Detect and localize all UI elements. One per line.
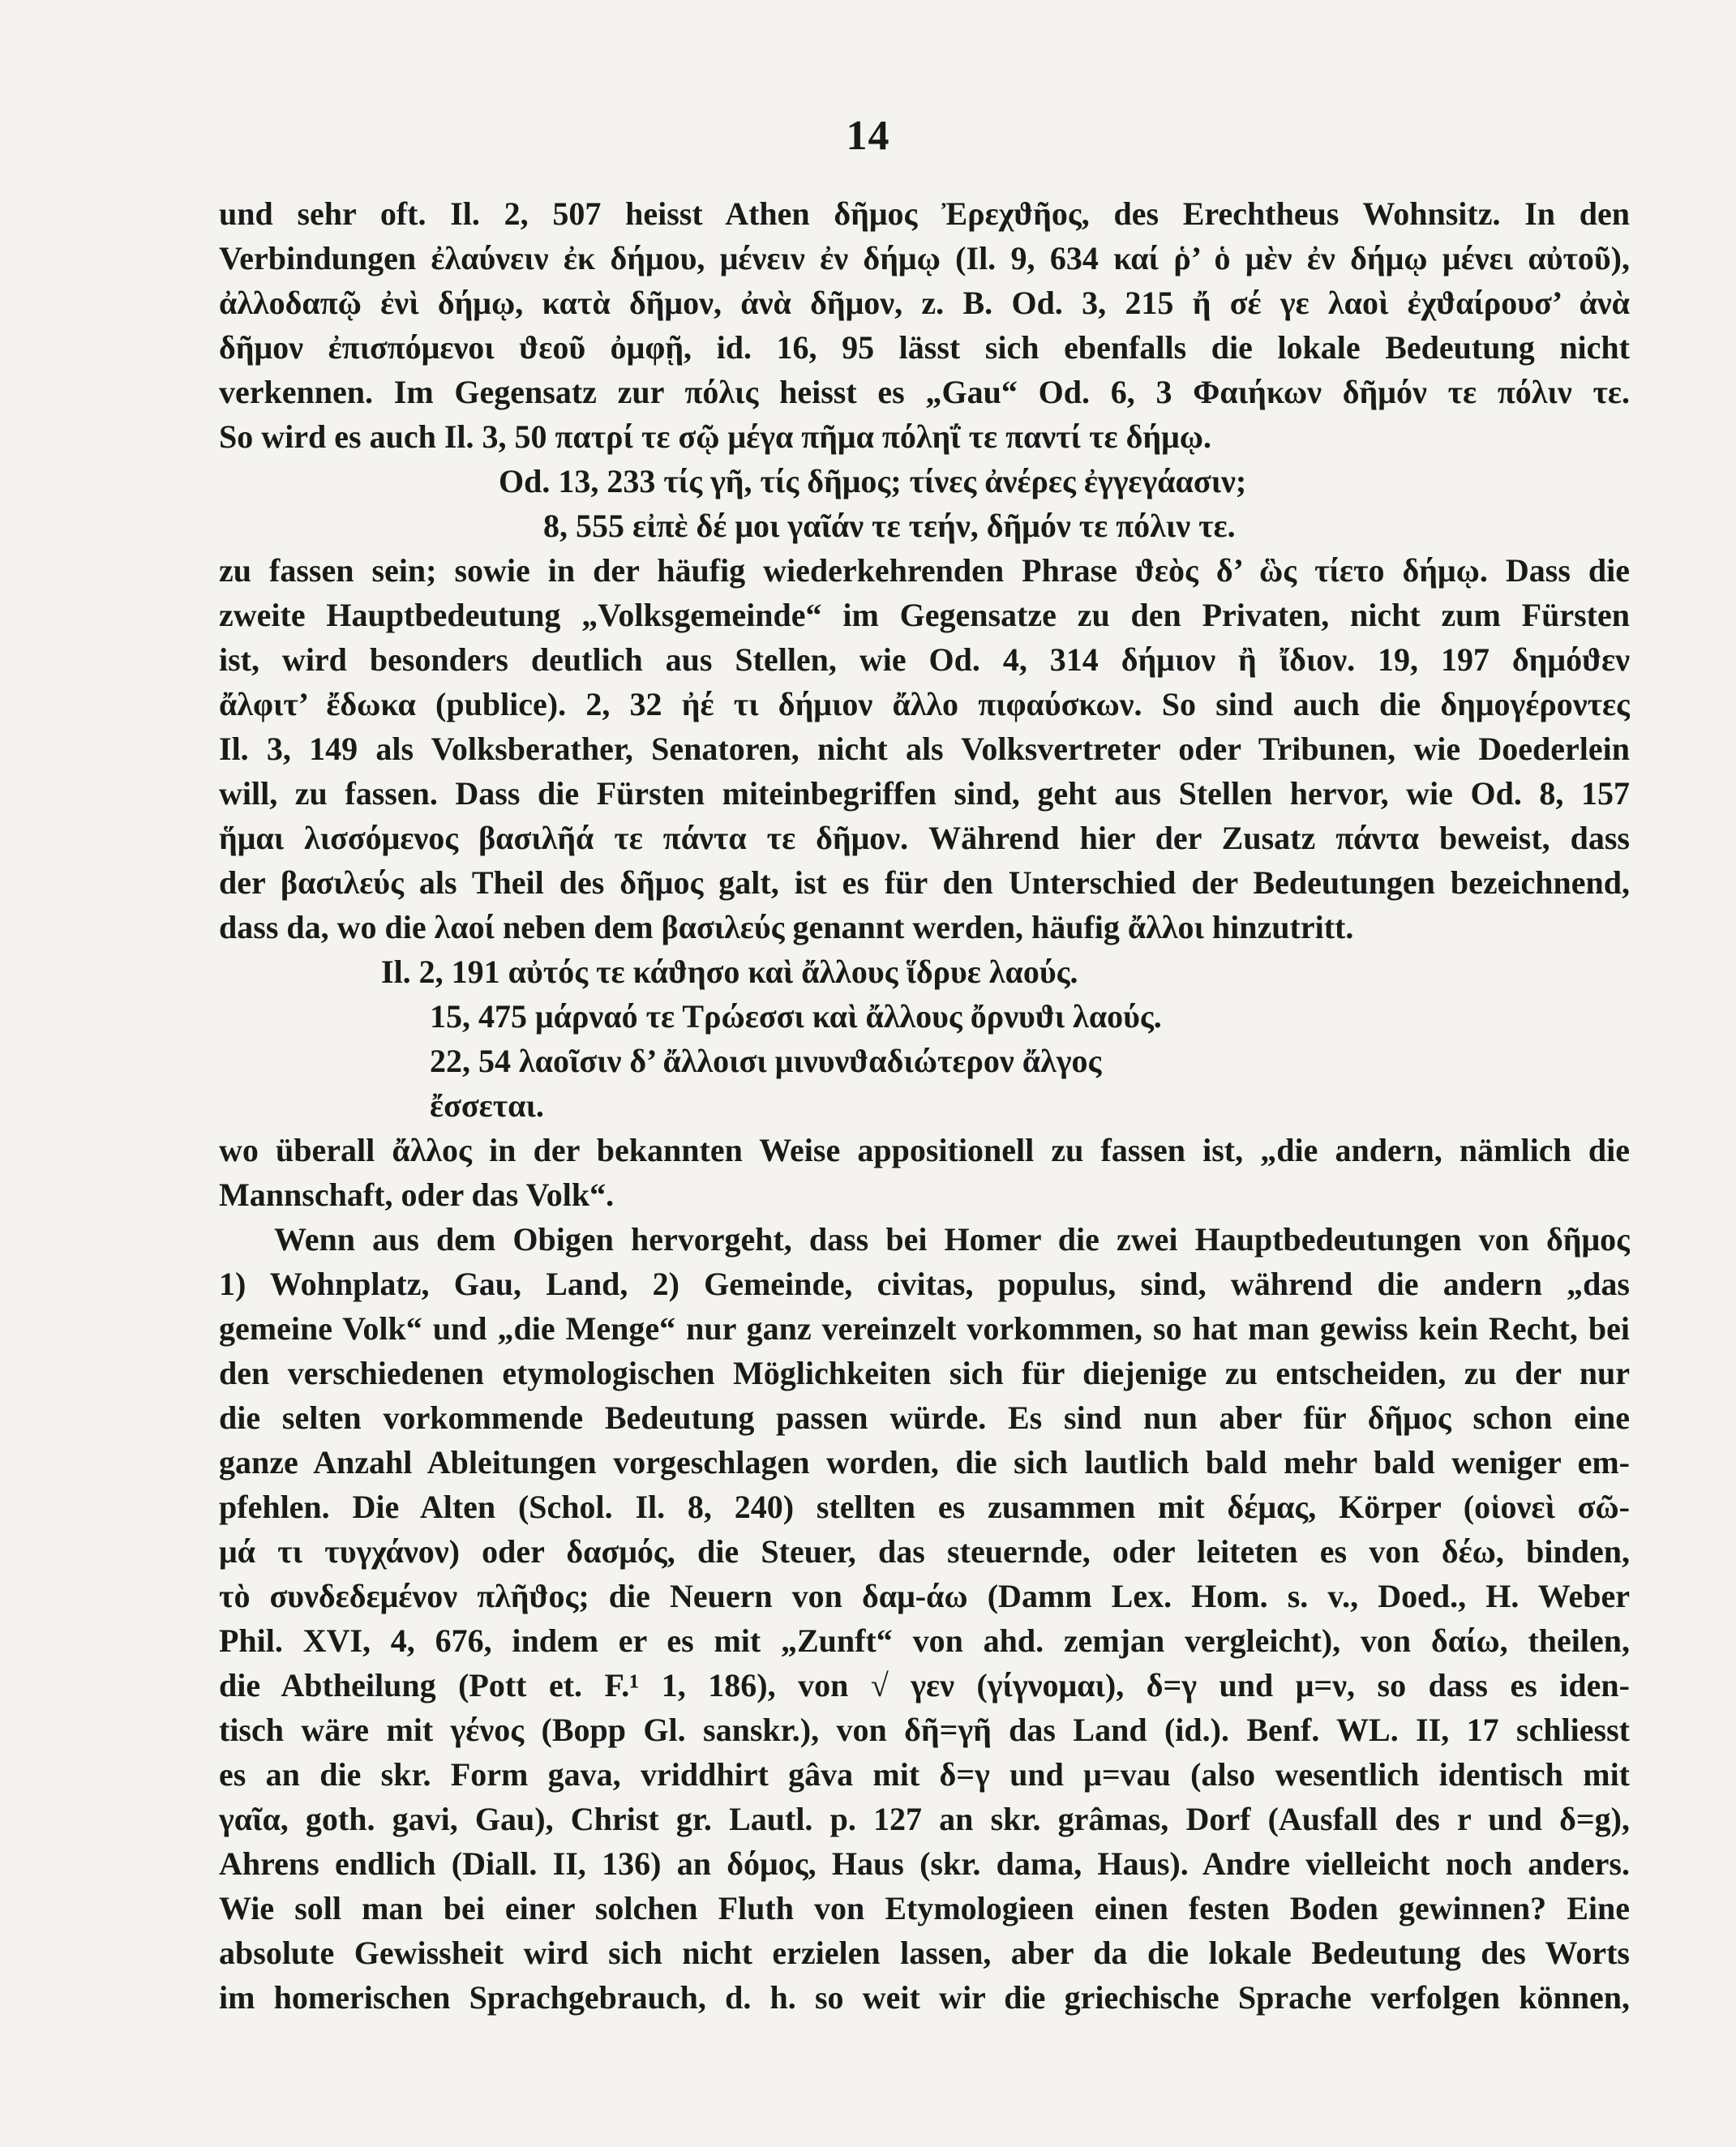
text-line: im homerischen Sprachgebrauch, d. h. so weit wir die griechische Sprache verfolgen können, bbox=[219, 1979, 1630, 2016]
text-line: ἀλλοδαπῷ ἐνὶ δήμῳ, κατὰ δῆμον, ἀνὰ δῆμον, z. B. Od. 3, 215 ἤ σέ γε λαοὶ ἐχϑαίρουσ’ ἀνὰ bbox=[219, 285, 1630, 321]
text-line: zu fassen sein; sowie in der häufig wiederkehrenden Phrase ϑεὸς δ’ ὣς τίετο δήμῳ. Dass die bbox=[219, 552, 1630, 589]
quote-line: Il. 2, 191 αὐτός τε κάϑησο καὶ ἄλλους ἵδρυε λαούς. bbox=[381, 954, 1078, 990]
text-line: wo überall ἄλλος in der bekannten Weise appositionell zu fassen ist, „die andern, nämlich die bbox=[219, 1132, 1630, 1168]
quote-line: 15, 475 μάρναό τε Τρώεσσι καὶ ἄλλους ὄρνυϑι λαούς. bbox=[430, 998, 1162, 1035]
text-line: Wie soll man bei einer solchen Fluth von Etymologieen einen festen Boden gewinnen? Eine bbox=[219, 1890, 1630, 1926]
text-line: Il. 3, 149 als Volksberather, Senatoren, nicht als Volksvertreter oder Tribunen, wie Doederlein bbox=[219, 731, 1630, 767]
text-line: Wenn aus dem Obigen hervorgeht, dass bei Homer die zwei Hauptbedeutungen von δῆμος bbox=[274, 1221, 1630, 1258]
text-line: die Abtheilung (Pott et. F.¹ 1, 186), von √ γεν (γίγνομαι), δ=γ und μ=ν, so dass es iden- bbox=[219, 1667, 1630, 1703]
text-line: es an die skr. Form gava, vriddhirt gâva mit δ=γ und μ=vau (also wesentlich identisch mit bbox=[219, 1756, 1630, 1793]
text-line: ganze Anzahl Ableitungen vorgeschlagen worden, die sich lautlich bald mehr bald weniger em- bbox=[219, 1444, 1630, 1481]
text-line: ἥμαι λισσόμενος βασιλῆά τε πάντα τε δῆμον. Während hier der Zusatz πάντα beweist, dass bbox=[219, 820, 1630, 856]
body-text bbox=[219, 191, 1630, 2020]
text-line: gemeine Volk“ und „die Menge“ nur ganz vereinzelt vorkommen, so hat man gewiss kein Recht, bei bbox=[219, 1310, 1630, 1347]
text-line: pfehlen. Die Alten (Schol. Il. 8, 240) stellten es zusammen mit δέμας, Körper (οἱονεὶ σῶ- bbox=[219, 1489, 1630, 1525]
text-line: verkennen. Im Gegensatz zur πόλις heisst es „Gau“ Od. 6, 3 Φαιήκων δῆμόν τε πόλιν τε. bbox=[219, 374, 1630, 410]
quote-line: 22, 54 λαοῖσιν δ’ ἄλλοισι μινυνϑαδιώτερον ἄλγος bbox=[430, 1043, 1102, 1079]
text-line: den verschiedenen etymologischen Möglichkeiten sich für diejenige zu entscheiden, zu der nur bbox=[219, 1355, 1630, 1391]
text-line: Phil. XVI, 4, 676, indem er es mit „Zunft“ von ahd. zemjan vergleicht), von δαίω, theilen, bbox=[219, 1622, 1630, 1659]
text-line: die selten vorkommende Bedeutung passen würde. Es sind nun aber für δῆμος schon eine bbox=[219, 1399, 1630, 1436]
text-line: Ahrens endlich (Diall. II, 136) an δόμος, Haus (skr. dama, Haus). Andre vielleicht noch anders. bbox=[219, 1845, 1630, 1882]
quote-line: ἔσσεται. bbox=[430, 1087, 544, 1124]
text-line: μά τι τυγχάνον) oder δασμός, die Steuer, das steuernde, oder leiteten es von δέω, binden, bbox=[219, 1533, 1630, 1570]
text-line: γαῖα, goth. gavi, Gau), Christ gr. Lautl. p. 127 an skr. grâmas, Dorf (Ausfall des r und δ=g), bbox=[219, 1801, 1630, 1837]
text-line: und sehr oft. Il. 2, 507 heisst Athen δῆμος Ἐρεχϑῆος, des Erechtheus Wohnsitz. In den bbox=[219, 195, 1630, 232]
text-line: will, zu fassen. Dass die Fürsten miteinbegriffen sind, geht aus Stellen hervor, wie Od. 8, 157 bbox=[219, 775, 1630, 812]
quote-line: 8, 555 εἰπὲ δέ μοι γαῖάν τε τεήν, δῆμόν τε πόλιν τε. bbox=[543, 508, 1236, 544]
text-line: dass da, wo die λαοί neben dem βασιλεύς genannt werden, häufig ἄλλοι hinzutritt. bbox=[219, 909, 1354, 945]
text-line: So wird es auch Il. 3, 50 πατρί τε σῷ μέγα πῆμα πόληΐ τε παντί τε δήμῳ. bbox=[219, 418, 1212, 455]
text-line: absolute Gewissheit wird sich nicht erzielen lassen, aber da die lokale Bedeutung des Worts bbox=[219, 1935, 1630, 1971]
text-line: τὸ συνδεδεμένον πλῆϑος; die Neuern von δαμ-άω (Damm Lex. Hom. s. v., Doed., H. Weber bbox=[219, 1578, 1630, 1614]
text-line: ist, wird besonders deutlich aus Stellen, wie Od. 4, 314 δήμιον ἢ ἴδιον. 19, 197 δημόϑεν bbox=[219, 641, 1630, 678]
text-line: ἄλφιτ’ ἔδωκα (publice). 2, 32 ἠέ τι δήμιον ἄλλο πιφαύσκων. So sind auch die δημογέροντες bbox=[219, 686, 1630, 722]
text-line: zweite Hauptbedeutung „Volksgemeinde“ im Gegensatze zu den Privaten, nicht zum Fürsten bbox=[219, 597, 1630, 633]
text-line: Verbindungen ἐλαύνειν ἐκ δήμου, μένειν ἐν δήμῳ (Il. 9, 634 καί ῥ’ ὁ μὲν ἐν δήμῳ μένει αὐτοῦ), bbox=[219, 240, 1630, 276]
page-number: 14 bbox=[846, 113, 890, 159]
text-line: tisch wäre mit γένος (Bopp Gl. sanskr.), von δῆ=γῆ das Land (id.). Benf. WL. II, 17 schliesst bbox=[219, 1712, 1630, 1748]
text-line: Mannschaft, oder das Volk“. bbox=[219, 1176, 615, 1213]
quote-line: Od. 13, 233 τίς γῆ, τίς δῆμος; τίνες ἀνέρες ἐγγεγάασιν; bbox=[499, 463, 1247, 499]
text-line: δῆμον ἐπισπόμενοι ϑεοῦ ὀμφῇ, id. 16, 95 lässt sich ebenfalls die lokale Bedeutung nicht bbox=[219, 329, 1630, 366]
text-line: der βασιλεύς als Theil des δῆμος galt, ist es für den Unterschied der Bedeutungen bezeichnend, bbox=[219, 864, 1630, 901]
text-line: 1) Wohnplatz, Gau, Land, 2) Gemeinde, civitas, populus, sind, während die andern „das bbox=[219, 1266, 1630, 1302]
